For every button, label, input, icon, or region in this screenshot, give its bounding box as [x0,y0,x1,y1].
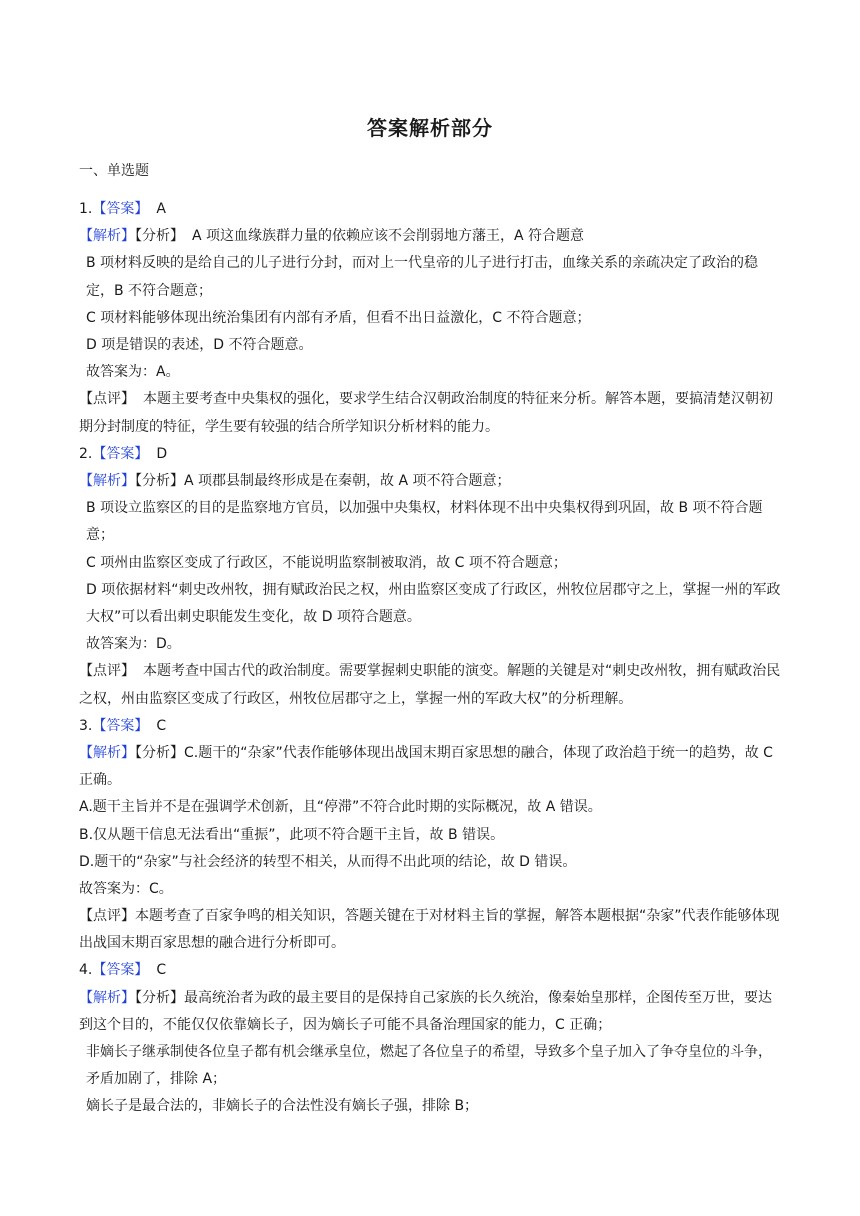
q1-analysis-line [79,223,783,250]
answer-label: 【答案】 [92,201,149,217]
q3-option-d: D.题干的“杂家”与社会经济的转型不相关，从而得不出此项的结论，故 D 错误。 [79,853,577,870]
fenxi-label: 【分析】 [135,744,184,761]
q2-comment-text: 本题考查中国古代的政治制度。需要掌握刺史职能的演变。解题的关键是对“刺史改州牧，拥有赋政治民之权，州由监察区变成了行政区，州牧位居郡守之上，掌握一州的军政大权”的分析理解。 [79,663,781,707]
jiexi-label: 【解析】 [79,472,135,489]
q4-paragraph-2: 非嫡长子继承制使各位皇子都有机会继承皇位，燃起了各位皇子的希望，导致多个皇子加入了争夺皇位的斗争，矛盾加剧了，排除 A； [86,1044,772,1088]
answer-content [79,196,783,1121]
q3-conclusion: 故答案为：C。 [79,880,173,897]
q4-answer-line [79,957,783,984]
q3-answer-value: C [156,717,167,734]
q2-fenxi-text: A 项郡县制最终形成是在秦朝，故 A 项不符合题意； [184,472,511,489]
q3-comment-text: 本题考查了百家争鸣的相关知识，答题关键在于对材料主旨的掌握，解答本题根据“杂家”代表作能够体现出战国末期百家思想的融合进行分析即可。 [79,908,780,952]
fenxi-label: 【分析】 [135,989,184,1006]
answer-label: 【答案】 [92,962,149,979]
q2-conclusion: 故答案为：D。 [86,636,181,653]
q4-analysis-line [79,985,783,1039]
q2-analysis-line [79,468,783,495]
dianping-label: 【点评】 [79,663,135,680]
q4-fenxi-text: 最高统治者为政的最主要目的是保持自己家族的长久统治，像秦始皇那样，企图传至万世，要达到这个目的，不能仅仅依靠嫡长子，因为嫡长子可能不具备治理国家的能力，C 正确； [79,989,772,1033]
answer-label: 【答案】 [92,445,149,462]
q2-comment [79,658,783,712]
q2-option-c: C 项州由监察区变成了行政区，不能说明监察制被取消，故 C 项不符合题意； [86,554,567,571]
q1-comment-text: 本题主要考查中央集权的强化，要求学生结合汉朝政治制度的特征来分析。解答本题，要搞清楚汉朝初期分封制度的特征，学生要有较强的结合所学知识分析材料的能力。 [79,391,773,435]
q2-number: 2. [79,445,93,462]
q4-paragraph-3: 嫡长子是最合法的，非嫡长子的合法性没有嫡长子强，排除 B； [86,1098,479,1115]
page-title: 答案解析部分 [367,116,493,140]
q1-number: 1. [79,201,93,217]
fenxi-label: 【分析】 [135,228,184,245]
q3-number: 3. [79,717,93,734]
q1-comment [79,386,783,440]
jiexi-label: 【解析】 [79,744,135,761]
section-heading: 一、单选题 [79,163,149,179]
q1-option-c: C 项材料能够体现出统治集团有内部有矛盾，但看不出日益激化，C 不符合题意； [86,309,591,326]
q1-option-b: B 项材料反映的是给自己的儿子进行分封，而对上一代皇帝的儿子进行打击，血缘关系的亲疏决定了政治的稳定，B 不符合题意； [86,255,759,299]
q1-fenxi-text: A 项这血缘族群力量的依赖应该不会削弱地方藩王，A 符合题意 [192,228,585,245]
q4-answer-value: C [156,962,167,979]
q1-answer-line [79,196,783,223]
q3-option-b: B.仅从题干信息无法看出“重振”，此项不符合题干主旨，故 B 错误。 [79,826,505,843]
q1-answer-value: A [156,201,166,217]
dianping-label: 【点评】 [79,908,135,925]
q2-answer-line [79,441,783,468]
q2-option-b: B 项设立监察区的目的是监察地方官员，以加强中央集权，材料体现不出中央集权得到巩固，故 B 项不符合题意； [86,500,763,544]
dianping-label: 【点评】 [79,391,135,408]
q3-analysis-line [79,740,783,794]
jiexi-label: 【解析】 [79,228,135,245]
q1-conclusion: 故答案为：A。 [86,364,180,381]
fenxi-label: 【分析】 [135,472,184,489]
q3-answer-line [79,713,783,740]
q2-answer-value: D [156,445,168,462]
q3-option-a: A.题干主旨并不是在强调学术创新，且“停滞”不符合此时期的实际概况，故 A 错误。 [79,799,602,816]
answer-label: 【答案】 [92,717,149,734]
q1-option-d: D 项是错误的表述，D 不符合题意。 [86,336,313,353]
q4-number: 4. [79,962,93,979]
q3-fenxi-text: C.题干的“杂家”代表作能够体现出战国末期百家思想的融合，体现了政治趋于统一的趋势，故 C 正确。 [79,744,773,789]
q2-option-d: D 项依据材料“刺史改州牧，拥有赋政治民之权，州由监察区变成了行政区，州牧位居郡守之上，掌握一州的军政大权”可以看出刺史职能发生变化，故 D 项符合题意。 [86,581,781,625]
jiexi-label: 【解析】 [79,989,135,1006]
q3-comment [79,903,783,957]
